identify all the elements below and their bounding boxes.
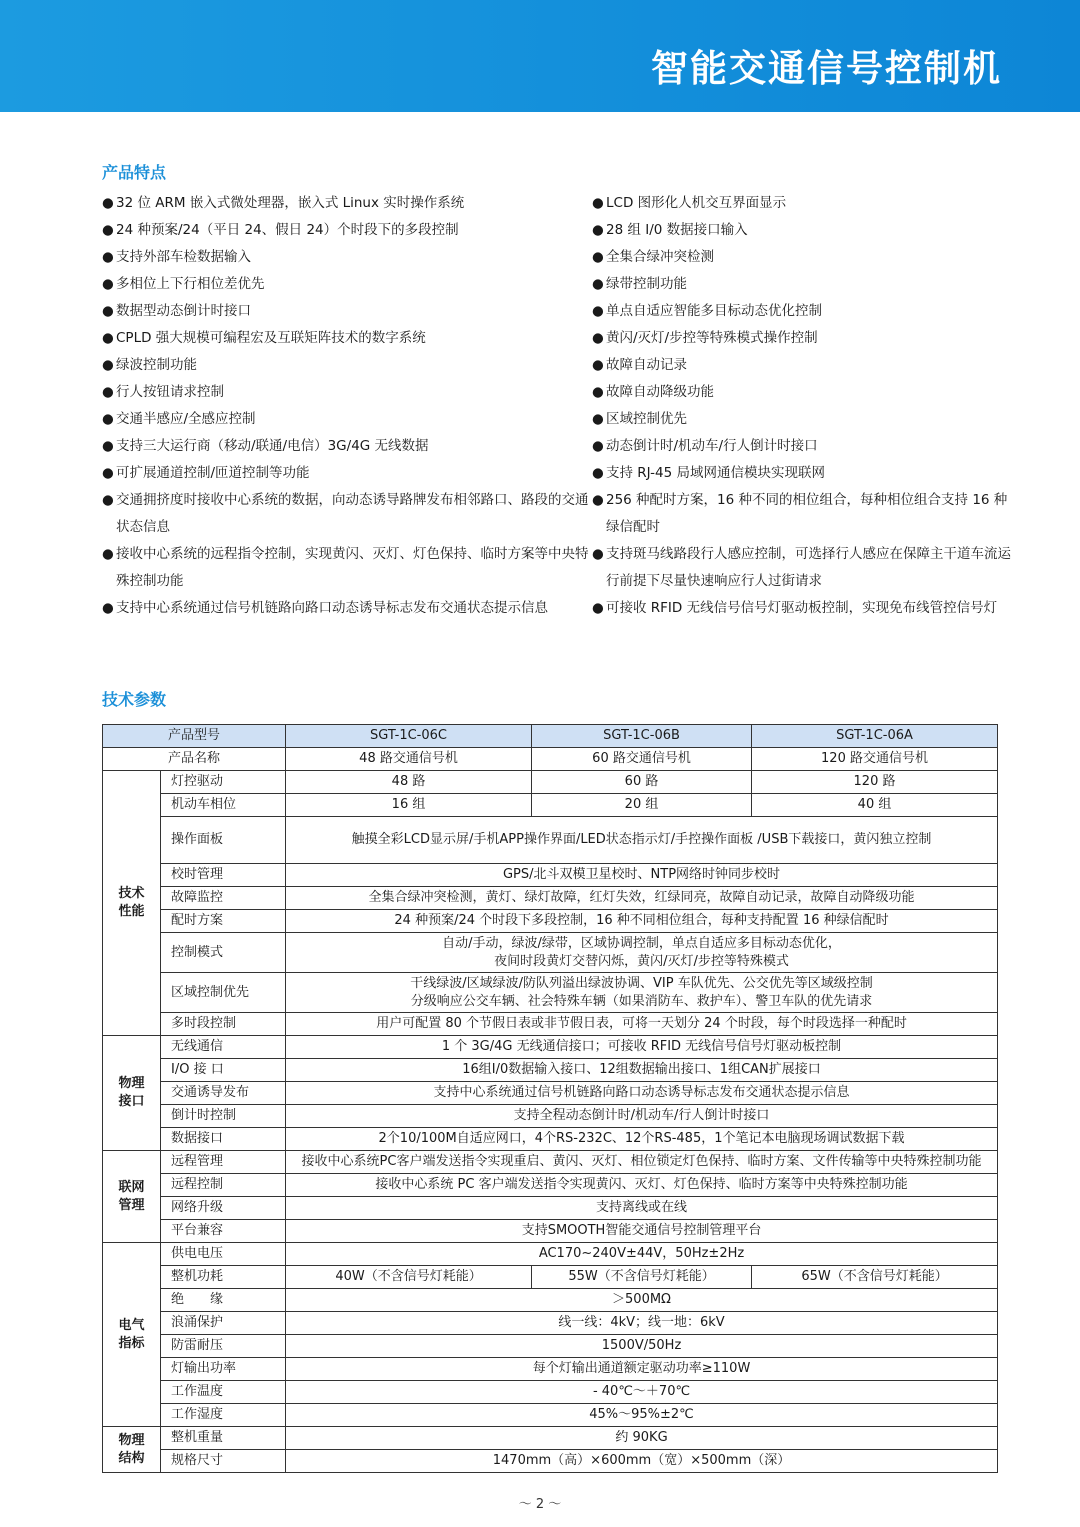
category-label: 性能 (118, 904, 145, 919)
param-label: 绝 缘 (161, 1289, 286, 1312)
param-label: 控制模式 (161, 933, 286, 973)
param-label: 灯控驱动 (161, 771, 286, 794)
feature-text: 24 种预案/24（平日 24、假日 24）个时段下的多段控制 (116, 222, 459, 238)
table-row (103, 1450, 998, 1473)
value-line: AC170~240V±44V，50Hz±2Hz (538, 1246, 745, 1261)
feature-text: 可接收 RFID 无线信号信号灯驱动板控制，实现免布线管控信号灯 (606, 600, 998, 616)
bullet-icon: ● (592, 330, 604, 346)
value-line: - 40℃～＋70℃ (592, 1384, 691, 1399)
bullet-icon: ● (102, 492, 114, 508)
param-label: 灯输出功率 (161, 1358, 286, 1381)
value-cell (286, 1289, 998, 1312)
value-cell (286, 973, 998, 1013)
param-label: 工作湿度 (161, 1404, 286, 1427)
value-line: 夜间时段黄灯交替闪烁，黄闪/灭灯/步控等特殊模式 (494, 953, 789, 969)
value-cell (286, 1036, 998, 1059)
value-cell (286, 1082, 998, 1105)
header-banner (0, 0, 1080, 112)
feature-item (592, 595, 1012, 622)
feature-text: 支持中心系统通过信号机链路向路口动态诱导标志发布交通状态提示信息 (116, 600, 548, 616)
feature-item (102, 487, 592, 541)
table-row (103, 910, 998, 933)
bullet-icon: ● (102, 438, 114, 454)
value-cell (286, 1059, 998, 1082)
feature-row (102, 271, 1012, 298)
feature-item (592, 541, 1012, 595)
feature-row (102, 541, 1012, 595)
value-cell (286, 1243, 998, 1266)
feature-text: 交通拥挤度时接收中心系统的数据，向动态诱导路牌发布相邻路口、路段的交通状态信息 (116, 492, 589, 535)
features-list (102, 190, 1012, 622)
value-line: 用户可配置 80 个节假日表或非节假日表，可将一天划分 24 个时段，每个时段选择一种配时 (376, 1016, 907, 1031)
specs-table (102, 724, 998, 1473)
table-row (103, 1358, 998, 1381)
value-cell: 65W（不含信号灯耗能） (752, 1266, 998, 1289)
feature-item (102, 541, 592, 595)
bullet-icon: ● (102, 411, 114, 427)
feature-item (102, 433, 592, 460)
param-label: 交通诱导发布 (161, 1082, 286, 1105)
feature-text: 故障自动记录 (606, 357, 687, 373)
bullet-icon: ● (592, 465, 604, 481)
bullet-icon: ● (592, 195, 604, 211)
feature-item (102, 298, 592, 325)
value-cell: 20 组 (532, 794, 752, 817)
table-row (103, 1266, 998, 1289)
bullet-icon: ● (592, 222, 604, 238)
value-cell (286, 1151, 998, 1174)
param-label: I/O 接 口 (161, 1059, 286, 1082)
feature-item (102, 244, 592, 271)
value-line: 触摸全彩LCD显示屏/手机APP操作界面/LED状态指示灯/手控操作面板 /USB下载接口，黄闪独立控制 (351, 832, 932, 847)
value-cell (286, 1358, 998, 1381)
feature-item (102, 460, 592, 487)
feature-text: 黄闪/灭灯/步控等特殊模式操作控制 (606, 330, 818, 346)
feature-text: 支持三大运行商（移动/联通/电信）3G/4G 无线数据 (116, 438, 429, 454)
bullet-icon: ● (592, 249, 604, 265)
value-line: 支持中心系统通过信号机链路向路口动态诱导标志发布交通状态提示信息 (433, 1085, 850, 1100)
category-cell (103, 1151, 161, 1243)
param-label: 整机功耗 (161, 1266, 286, 1289)
param-label: 校时管理 (161, 864, 286, 887)
param-label: 整机重量 (161, 1427, 286, 1450)
feature-text: 支持外部车检数据输入 (116, 249, 251, 265)
value-line: 45%～95%±2℃ (589, 1407, 694, 1422)
param-label: 多时段控制 (161, 1013, 286, 1036)
value-line: 支持离线或在线 (596, 1200, 688, 1215)
feature-row (102, 190, 1012, 217)
page-number: ～ 2 ～ (518, 1497, 562, 1512)
category-label: 管理 (118, 1197, 145, 1213)
bullet-icon: ● (592, 357, 604, 373)
value-cell: 40W（不含信号灯耗能） (286, 1266, 532, 1289)
value-cell (286, 887, 998, 910)
table-row (103, 1312, 998, 1335)
category-cell (103, 1243, 161, 1427)
value-line: ＞500MΩ (612, 1292, 671, 1307)
param-label: 操作面板 (161, 817, 286, 864)
model-cell: SGT-1C-06A (752, 725, 998, 748)
specs-heading: 技术参数 (102, 690, 167, 709)
feature-text: 32 位 ARM 嵌入式微处理器，嵌入式 Linux 实时操作系统 (116, 195, 465, 211)
feature-item (592, 244, 1012, 271)
param-label: 无线通信 (161, 1036, 286, 1059)
feature-row (102, 406, 1012, 433)
bullet-icon: ● (102, 303, 114, 319)
table-header-row (103, 725, 998, 748)
table-row (103, 1082, 998, 1105)
param-label: 故障监控 (161, 887, 286, 910)
value-cell (286, 1381, 998, 1404)
table-row (103, 794, 998, 817)
feature-item (102, 217, 592, 244)
feature-item (102, 352, 592, 379)
param-label: 数据接口 (161, 1128, 286, 1151)
feature-text: 区域控制优先 (606, 411, 687, 427)
param-label: 防雷耐压 (161, 1335, 286, 1358)
feature-row (102, 460, 1012, 487)
value-cell: 48 路交通信号机 (286, 748, 532, 771)
feature-item (592, 298, 1012, 325)
param-label: 配时方案 (161, 910, 286, 933)
value-cell: 120 路交通信号机 (752, 748, 998, 771)
category-cell (103, 771, 161, 1036)
value-cell: 16 组 (286, 794, 532, 817)
category-label: 电气 (118, 1317, 145, 1333)
bullet-icon: ● (592, 438, 604, 454)
table-row (103, 1289, 998, 1312)
value-cell (286, 1404, 998, 1427)
table-row (103, 1381, 998, 1404)
value-cell (286, 864, 998, 887)
value-line: 约 90KG (615, 1430, 668, 1445)
category-label: 物理 (118, 1076, 145, 1091)
param-label: 规格尺寸 (161, 1450, 286, 1473)
value-line: 1470mm（高）×600mm（宽）×500mm（深） (492, 1453, 791, 1468)
features-heading: 产品特点 (102, 163, 167, 182)
feature-item (592, 460, 1012, 487)
feature-item (592, 217, 1012, 244)
category-label: 技术 (118, 886, 145, 901)
table-row (103, 1427, 998, 1450)
value-line: 每个灯输出通道额定驱动功率≥110W (532, 1361, 751, 1376)
param-label: 区域控制优先 (161, 973, 286, 1013)
bullet-icon: ● (592, 384, 604, 400)
feature-item (592, 379, 1012, 406)
bullet-icon: ● (592, 600, 604, 616)
value-line: 接收中心系统 PC 客户端发送指令实现黄闪、灭灯、灯色保持、临时方案等中央特殊控制功能 (375, 1177, 908, 1192)
table-row (103, 1128, 998, 1151)
value-line: 干线绿波/区域绿波/防队列溢出绿波协调、VIP 车队优先、公交优先等区域级控制 (410, 975, 873, 991)
feature-row (102, 352, 1012, 379)
header-label-cell: 产品型号 (103, 725, 286, 748)
feature-item (102, 190, 592, 217)
param-label: 机动车相位 (161, 794, 286, 817)
feature-text: 行人按钮请求控制 (116, 384, 224, 400)
value-cell (286, 1128, 998, 1151)
table-row (103, 887, 998, 910)
feature-item (102, 406, 592, 433)
category-cell (103, 1036, 161, 1151)
value-cell: 48 路 (286, 771, 532, 794)
feature-text: 单点自适应智能多目标动态优化控制 (606, 303, 822, 319)
feature-text: 256 种配时方案，16 种不同的相位组合，每种相位组合支持 16 种绿信配时 (606, 492, 1008, 535)
value-cell (286, 1335, 998, 1358)
value-line: 自动/手动，绿波/绿带，区域协调控制，单点自适应多目标动态优化， (442, 935, 841, 951)
table-row (103, 1036, 998, 1059)
feature-text: 数据型动态倒计时接口 (116, 303, 251, 319)
table-row (103, 771, 998, 794)
feature-item (102, 271, 592, 298)
value-cell (286, 1197, 998, 1220)
value-cell (286, 1427, 998, 1450)
table-row (103, 864, 998, 887)
value-line: 24 种预案/24 个时段下多段控制，16 种不同相位组合，每种支持配置 16 种绿信配时 (394, 913, 889, 928)
value-cell: 120 路 (752, 771, 998, 794)
table-row (103, 933, 998, 973)
feature-item (102, 379, 592, 406)
bullet-icon: ● (592, 411, 604, 427)
table-row (103, 1151, 998, 1174)
feature-text: 动态倒计时/机动车/行人倒计时接口 (606, 438, 818, 454)
value-cell: 55W（不含信号灯耗能） (532, 1266, 752, 1289)
value-cell: 60 路交通信号机 (532, 748, 752, 771)
value-cell (286, 1013, 998, 1036)
bullet-icon: ● (592, 276, 604, 292)
feature-row (102, 325, 1012, 352)
page-title: 智能交通信号控制机 (651, 47, 1002, 90)
value-line: 分级响应公交车辆、社会特殊车辆（如果消防车、救护车）、警卫车队的优先请求 (410, 993, 873, 1009)
product-name-label: 产品名称 (103, 748, 286, 771)
param-label: 网络升级 (161, 1197, 286, 1220)
value-line: 接收中心系统PC客户端发送指令实现重启、黄闪、灭灯、相位锁定灯色保持、临时方案、文件传输等中央特殊控制功能 (301, 1154, 982, 1169)
category-label: 结构 (118, 1450, 145, 1466)
value-cell (286, 817, 998, 864)
value-cell: 60 路 (532, 771, 752, 794)
value-line: 16组I/0数据输入接口、12组数据输出接口、1组CAN扩展接口 (462, 1062, 821, 1077)
feature-text: 支持 RJ-45 局域网通信模块实现联网 (606, 465, 826, 481)
model-cell: SGT-1C-06C (286, 725, 532, 748)
value-cell (286, 910, 998, 933)
feature-row (102, 217, 1012, 244)
feature-text: 28 组 I/0 数据接口输入 (606, 222, 748, 238)
feature-text: CPLD 强大规模可编程宏及互联矩阵技术的数字系统 (116, 330, 426, 346)
feature-item (592, 406, 1012, 433)
value-line: 2个10/100M自适应网口，4个RS-232C、12个RS-485，1个笔记本电脑现场调试数据下载 (378, 1131, 905, 1146)
param-label: 浪涌保护 (161, 1312, 286, 1335)
value-cell (286, 1312, 998, 1335)
value-line: 全集合绿冲突检测，黄灯、绿灯故障，红灯失效，红绿同亮，故障自动记录，故障自动降级功能 (368, 890, 915, 905)
bullet-icon: ● (592, 546, 604, 562)
bullet-icon: ● (102, 600, 114, 616)
value-cell (286, 1105, 998, 1128)
value-line: 1500V/50Hz (601, 1338, 682, 1353)
param-label: 远程管理 (161, 1151, 286, 1174)
feature-row (102, 595, 1012, 622)
feature-text: LCD 图形化人机交互界面显示 (606, 195, 787, 211)
feature-text: 绿波控制功能 (116, 357, 197, 373)
feature-row (102, 433, 1012, 460)
param-label: 工作温度 (161, 1381, 286, 1404)
table-row (103, 1197, 998, 1220)
feature-row (102, 298, 1012, 325)
param-label: 远程控制 (161, 1174, 286, 1197)
model-cell: SGT-1C-06B (532, 725, 752, 748)
bullet-icon: ● (102, 222, 114, 238)
table-row (103, 1404, 998, 1427)
value-line: 支持SMOOTH智能交通信号控制管理平台 (521, 1223, 762, 1238)
value-line: 支持全程动态倒计时/机动车/行人倒计时接口 (513, 1108, 770, 1123)
feature-row (102, 244, 1012, 271)
feature-item (592, 271, 1012, 298)
value-line: 1 个 3G/4G 无线通信接口；可接收 RFID 无线信号信号灯驱动板控制 (441, 1039, 842, 1054)
value-line: 线一线：4kV；线一地：6kV (558, 1315, 725, 1330)
value-cell (286, 1220, 998, 1243)
category-cell (103, 1427, 161, 1473)
bullet-icon: ● (102, 330, 114, 346)
bullet-icon: ● (102, 384, 114, 400)
bullet-icon: ● (102, 546, 114, 562)
param-label: 平台兼容 (161, 1220, 286, 1243)
bullet-icon: ● (592, 492, 604, 508)
table-row (103, 1013, 998, 1036)
feature-text: 绿带控制功能 (606, 276, 687, 292)
param-label: 倒计时控制 (161, 1105, 286, 1128)
bullet-icon: ● (102, 195, 114, 211)
feature-item (102, 595, 592, 622)
feature-row (102, 487, 1012, 541)
feature-item (592, 190, 1012, 217)
category-label: 联网 (118, 1179, 145, 1195)
table-row (103, 1220, 998, 1243)
table-row (103, 1174, 998, 1197)
feature-item (592, 352, 1012, 379)
bullet-icon: ● (102, 357, 114, 373)
table-row (103, 973, 998, 1013)
feature-item (102, 325, 592, 352)
table-row (103, 748, 998, 771)
table-row (103, 1105, 998, 1128)
feature-item (592, 325, 1012, 352)
bullet-icon: ● (592, 303, 604, 319)
feature-text: 故障自动降级功能 (606, 384, 714, 400)
value-cell (286, 1174, 998, 1197)
feature-row (102, 379, 1012, 406)
bullet-icon: ● (102, 249, 114, 265)
value-cell (286, 933, 998, 973)
feature-text: 支持斑马线路段行人感应控制，可选择行人感应在保障主干道车流运行前提下尽量快速响应行人过街请求 (606, 546, 1011, 589)
category-label: 接口 (118, 1094, 145, 1109)
table-row (103, 1059, 998, 1082)
category-label: 指标 (118, 1335, 145, 1351)
feature-text: 接收中心系统的远程指令控制，实现黄闪、灭灯、灯色保持、临时方案等中央特殊控制功能 (116, 546, 589, 589)
value-cell (286, 1450, 998, 1473)
feature-text: 可扩展通道控制/匝道控制等功能 (116, 465, 310, 481)
value-line: GPS/北斗双模卫星校时、NTP网络时钟同步校时 (502, 867, 781, 882)
bullet-icon: ● (102, 276, 114, 292)
table-row (103, 1243, 998, 1266)
value-cell: 40 组 (752, 794, 998, 817)
bullet-icon: ● (102, 465, 114, 481)
feature-text: 全集合绿冲突检测 (606, 249, 714, 265)
table-row (103, 817, 998, 864)
feature-item (592, 433, 1012, 460)
feature-text: 交通半感应/全感应控制 (116, 411, 256, 427)
table-row (103, 1335, 998, 1358)
feature-text: 多相位上下行相位差优先 (116, 276, 265, 292)
feature-item (592, 487, 1012, 541)
param-label: 供电电压 (161, 1243, 286, 1266)
category-label: 物理 (118, 1432, 145, 1448)
